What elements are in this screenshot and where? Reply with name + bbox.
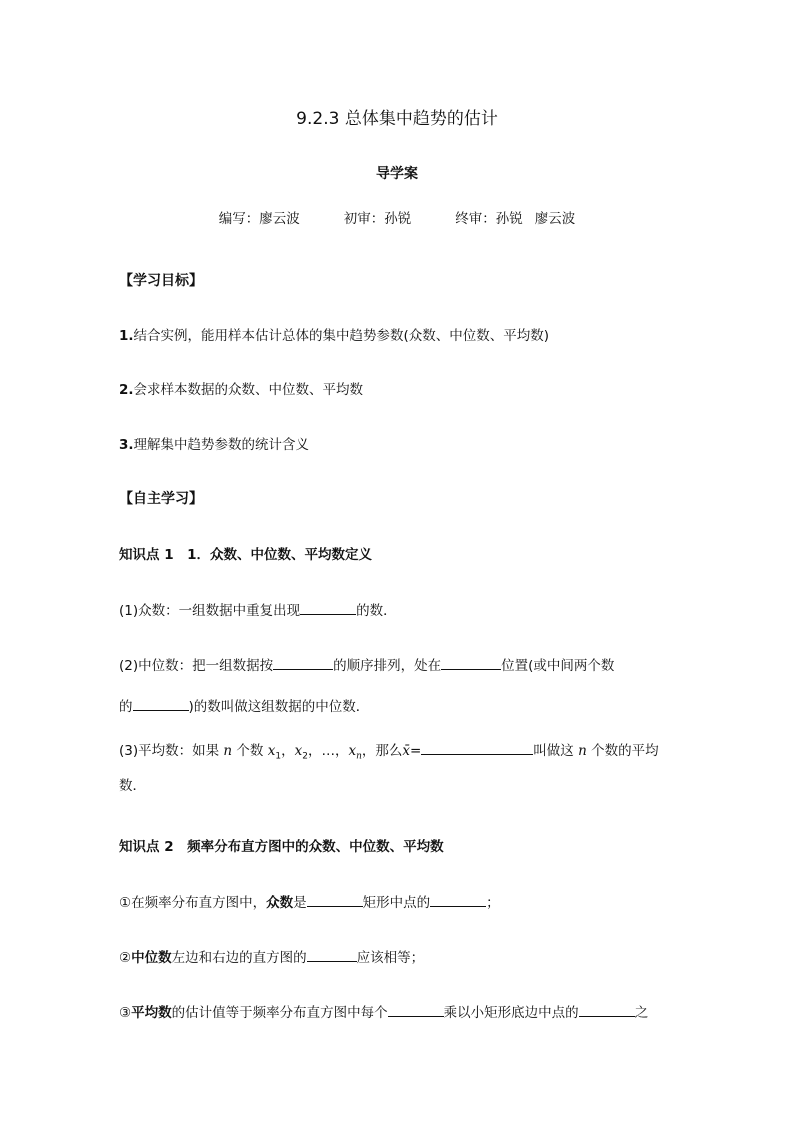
item-keyword: 中位数: [131, 950, 172, 966]
goals-heading: 【学习目标】: [119, 273, 203, 289]
goal-item: [119, 436, 309, 454]
self-study-heading: 【自主学习】: [119, 491, 203, 507]
document-subtitle: 导学案: [376, 166, 418, 182]
fill-blank[interactable]: [388, 1003, 444, 1017]
page-title: 9.2.3 总体集中趋势的估计: [296, 109, 498, 129]
item-text: 左边和右边的直方图的: [171, 950, 307, 966]
math-sub: 2: [302, 751, 308, 762]
median-definition-cont: [119, 697, 369, 716]
mean-definition-cont: 数．: [119, 778, 146, 794]
equals-sign: =: [409, 743, 422, 759]
fill-blank[interactable]: [421, 741, 533, 755]
histogram-median-item: [119, 948, 424, 967]
mean-text: 叫做这: [533, 743, 574, 759]
goal-text: 会求样本数据的众数、中位数、平均数: [133, 382, 364, 398]
fill-blank[interactable]: [579, 1003, 635, 1017]
item-text: 是: [293, 895, 307, 911]
median-text: 的: [119, 699, 133, 715]
fill-blank[interactable]: [441, 656, 501, 670]
first-review-credit: 初审：孙锐: [343, 211, 412, 227]
mean-text: 个数的平均: [591, 743, 659, 759]
item-keyword: 平均数: [131, 1005, 172, 1021]
median-text: )的数叫做这组数据的中位数．: [188, 699, 370, 715]
math-n: n: [578, 743, 587, 759]
median-text: (2)中位数：把一组数据按: [119, 658, 274, 674]
mode-text-end: 的数．: [356, 603, 397, 619]
goal-number: 1.: [119, 328, 134, 344]
comma: ，: [334, 743, 349, 759]
comma: ，: [281, 743, 295, 759]
ellipsis: …: [321, 743, 335, 759]
fill-blank[interactable]: [307, 948, 357, 962]
goal-item: [119, 327, 549, 345]
goal-item: [119, 381, 363, 399]
math-sub: n: [356, 751, 362, 762]
comma: ，: [307, 743, 322, 759]
final-review-credit-second: 廖云波: [534, 211, 576, 227]
item-text: 的估计值等于频率分布直方图中每个: [171, 1005, 388, 1021]
math-x2: x: [294, 743, 303, 759]
item-text: 矩形中点的: [362, 895, 431, 911]
credits-line: [0, 207, 794, 227]
goal-text: 结合实例，能用样本估计总体的集中趋势参数(众数、中位数、平均数): [133, 328, 550, 344]
mean-text: (3)平均数：如果: [119, 743, 220, 759]
item-text: ；: [486, 895, 500, 911]
mean-text: ，那么: [361, 743, 403, 759]
item-text: 之: [634, 1005, 649, 1021]
fill-blank[interactable]: [133, 697, 189, 711]
item-text: 乘以小矩形底边中点的: [443, 1005, 579, 1021]
mode-definition: [119, 601, 397, 620]
median-text: 的顺序排列，处在: [333, 658, 442, 674]
median-definition: [119, 656, 614, 675]
mean-definition: [119, 741, 659, 766]
fill-blank[interactable]: [430, 893, 486, 907]
goal-text: 理解集中趋势参数的统计含义: [133, 437, 310, 453]
fill-blank[interactable]: [307, 893, 363, 907]
median-text: 位置(或中间两个数: [501, 658, 615, 674]
fill-blank[interactable]: [273, 656, 333, 670]
knowledge-point-1-title: 知识点 1 1．众数、中位数、平均数定义: [119, 547, 372, 563]
knowledge-point-2-title: 知识点 2 频率分布直方图中的众数、中位数、平均数: [119, 839, 444, 855]
item-text: ②: [119, 950, 132, 966]
item-keyword: 众数: [266, 895, 294, 911]
math-n: n: [223, 743, 233, 759]
final-review-credit: 终审：孙锐: [455, 211, 523, 227]
fill-blank[interactable]: [300, 601, 356, 615]
goal-number: 2.: [119, 382, 134, 398]
math-xbar: x̄: [402, 743, 410, 759]
goal-number: 3.: [119, 437, 134, 453]
math-sub: 1: [275, 751, 282, 762]
item-text: ①在频率分布直方图中，: [119, 895, 267, 911]
histogram-mean-item: [119, 1003, 648, 1022]
writer-credit: 编写：廖云波: [218, 211, 300, 227]
histogram-mode-item: [119, 893, 500, 912]
item-text: 应该相等；: [356, 950, 425, 966]
math-x1: x: [267, 743, 276, 759]
item-text: ③: [119, 1005, 132, 1021]
mode-text: (1)众数：一组数据中重复出现: [119, 603, 301, 619]
math-xn: x: [348, 743, 357, 759]
mean-text: 个数: [236, 743, 264, 759]
